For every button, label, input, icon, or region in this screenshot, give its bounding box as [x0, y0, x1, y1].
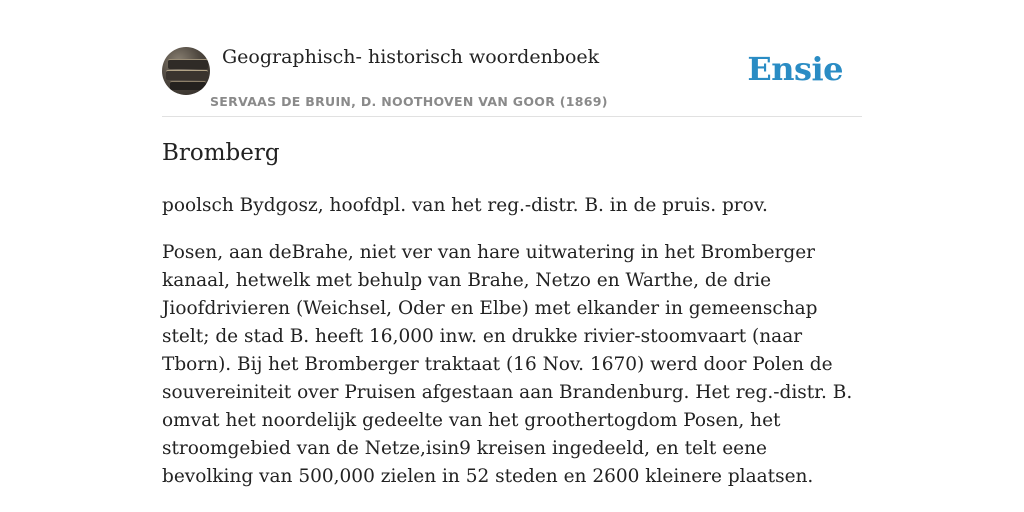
- book-spine-1: [168, 59, 208, 69]
- definition-paragraph-1: poolsch Bydgosz, hoofdpl. van het reg.-distr. B. in de pruis. prov.: [162, 195, 768, 216]
- book-stack-avatar[interactable]: [162, 47, 210, 95]
- entry-definition: [162, 192, 862, 510]
- dictionary-author: SERVAAS DE BRUIN, D. NOOTHOVEN VAN GOOR (1869): [210, 94, 608, 109]
- ensie-logo-link[interactable]: Ensie: [747, 50, 843, 88]
- book-spine-2: [166, 70, 208, 80]
- definition-paragraph-2: Posen, aan deBrahe, niet ver van hare uitwatering in het Bromberger kanaal, hetwelk met behulp van Brahe, Netzo en Warthe, de drie Jioofdrivieren (Weichsel, Oder en Elbe) met elkander in gemeenschap stelt; de stad B. heeft 16,000 inw. en drukke rivier-stoomvaart (naar Tborn). Bij het Bromberger traktaat (16 Nov. 1670) werd door Polen de souvereiniteit over Pruisen afgestaan aan Brandenburg. Het reg.-distr. B. omvat het noordelijk gedeelte van het groothertogdom Posen, het stroomgebied van de Netze,isin9 kreisen ingedeeld, en telt eene bevolking van 500,000 zielen in 52 steden en 2600 kleinere plaatsen.: [162, 242, 853, 487]
- book-spine-3: [170, 81, 206, 90]
- entry-term-title: Bromberg: [162, 140, 280, 166]
- dictionary-header: [162, 38, 862, 117]
- dictionary-title-link[interactable]: Geographisch- historisch woordenboek: [222, 46, 600, 68]
